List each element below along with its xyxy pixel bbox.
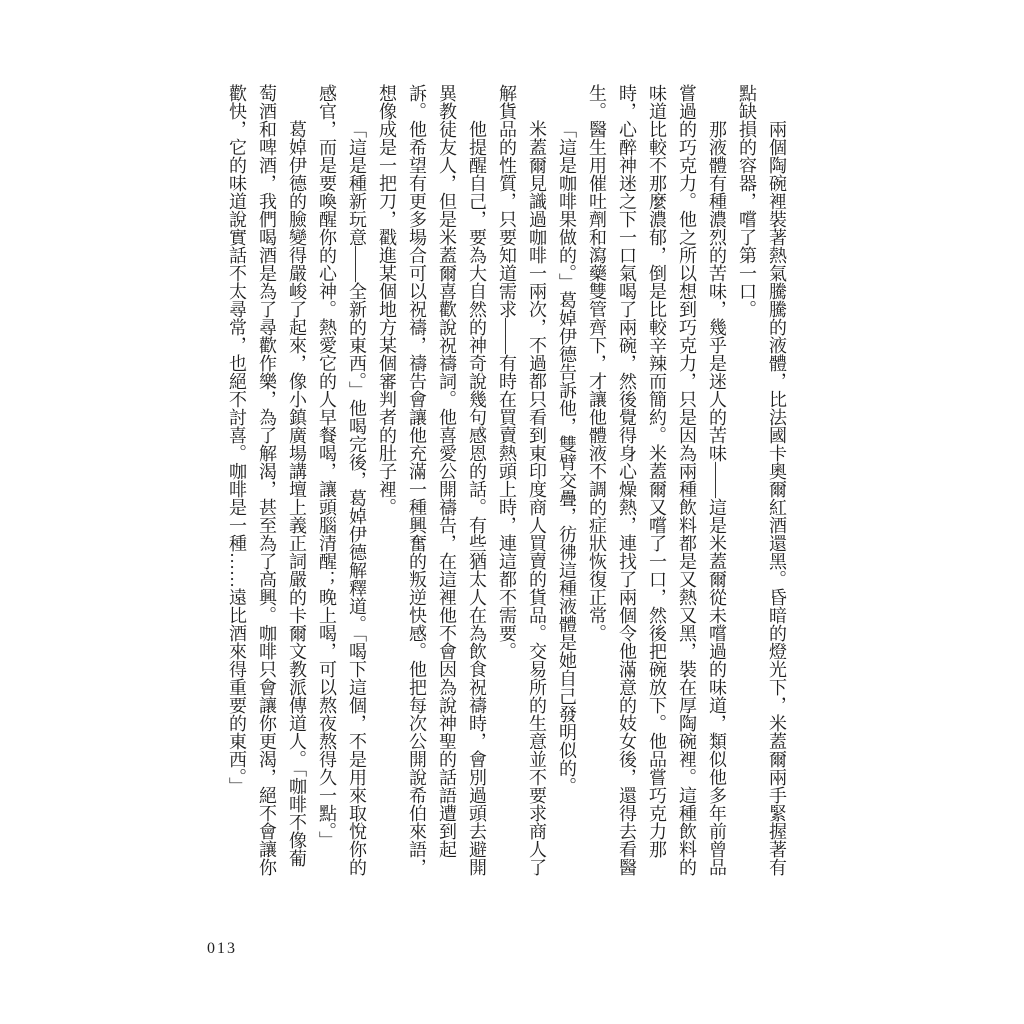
body-text [220, 84, 792, 884]
paragraph: 葛婥伊德的臉變得嚴峻了起來，像小鎮廣場講壇上義正詞嚴的卡爾文教派傳道人。「咖啡不像葡萄酒和啤酒，我們喝酒是為了尋歡作樂，為了解渴，甚至為了高興。咖啡只會讓你更渴，絕不會讓你歡快，它的味道說實話不太尋常，也絕不討喜。咖啡是一種……遠比酒來得重要的東西。」 [227, 84, 307, 876]
paragraph: 那液體有種濃烈的苦味，幾乎是迷人的苦味——這是米蓋爾從未嚐過的味道，類似他多年前曾品嘗過的巧克力。他之所以想到巧克力，只是因為兩種飲料都是又熱又黑，裝在厚陶碗裡。這種飲料的味道比較不那麼濃郁，倒是比較辛辣而簡約。米蓋爾又嚐了一口，然後把碗放下。他品嘗巧克力那時，心醉神迷之下一口氣喝了兩碗，然後覺得身心燥熱，連找了兩個令他滿意的妓女後，還得去看醫生。醫生用催吐劑和瀉藥雙管齊下，才讓他體液不調的症狀恢復正常。 [587, 84, 727, 876]
page-number: 013 [207, 940, 237, 957]
paragraph: 「這是種新玩意——全新的東西。」他喝完後，葛婥伊德解釋道。「喝下這個，不是用來取悅你的感官，而是要喚醒你的心神。熱愛它的人早餐喝，讓頭腦清醒；晚上喝，可以熬夜熬得久一點。」 [317, 84, 367, 876]
paragraph: 「這是咖啡果做的。」葛婥伊德告訴他，雙臂交疊，彷彿這種液體是她自己發明似的。 [557, 120, 577, 795]
paragraph: 他提醒自己，要為大自然的神奇說幾句感恩的話。有些猶太人在為飲食祝禱時，會別過頭去避開異教徒友人，但是米蓋爾喜歡說祝禱詞。他喜愛公開禱告，在這裡他不會因為說神聖的話語遭到起訴。他希望有更多場合可以祝禱，禱告會讓他充滿一種興奮的叛逆快感。他把每次公開說希伯來語，想像成是一把刀，戳進某個地方某個審判者的肚子裡。 [377, 84, 487, 876]
paragraph: 米蓋爾見識過咖啡一兩次，不過都只看到東印度商人買賣的貨品。交易所的生意並不要求商人了解貨品的性質，只要知道需求——有時在買賣熱頭上時，連這都不需要。 [497, 84, 547, 876]
paragraph: 兩個陶碗裡裝著熱氣騰騰的液體，比法國卡奧爾紅酒還黑。昏暗的燈光下，米蓋爾兩手緊握著有點缺損的容器，嚐了第一口。 [737, 84, 787, 876]
